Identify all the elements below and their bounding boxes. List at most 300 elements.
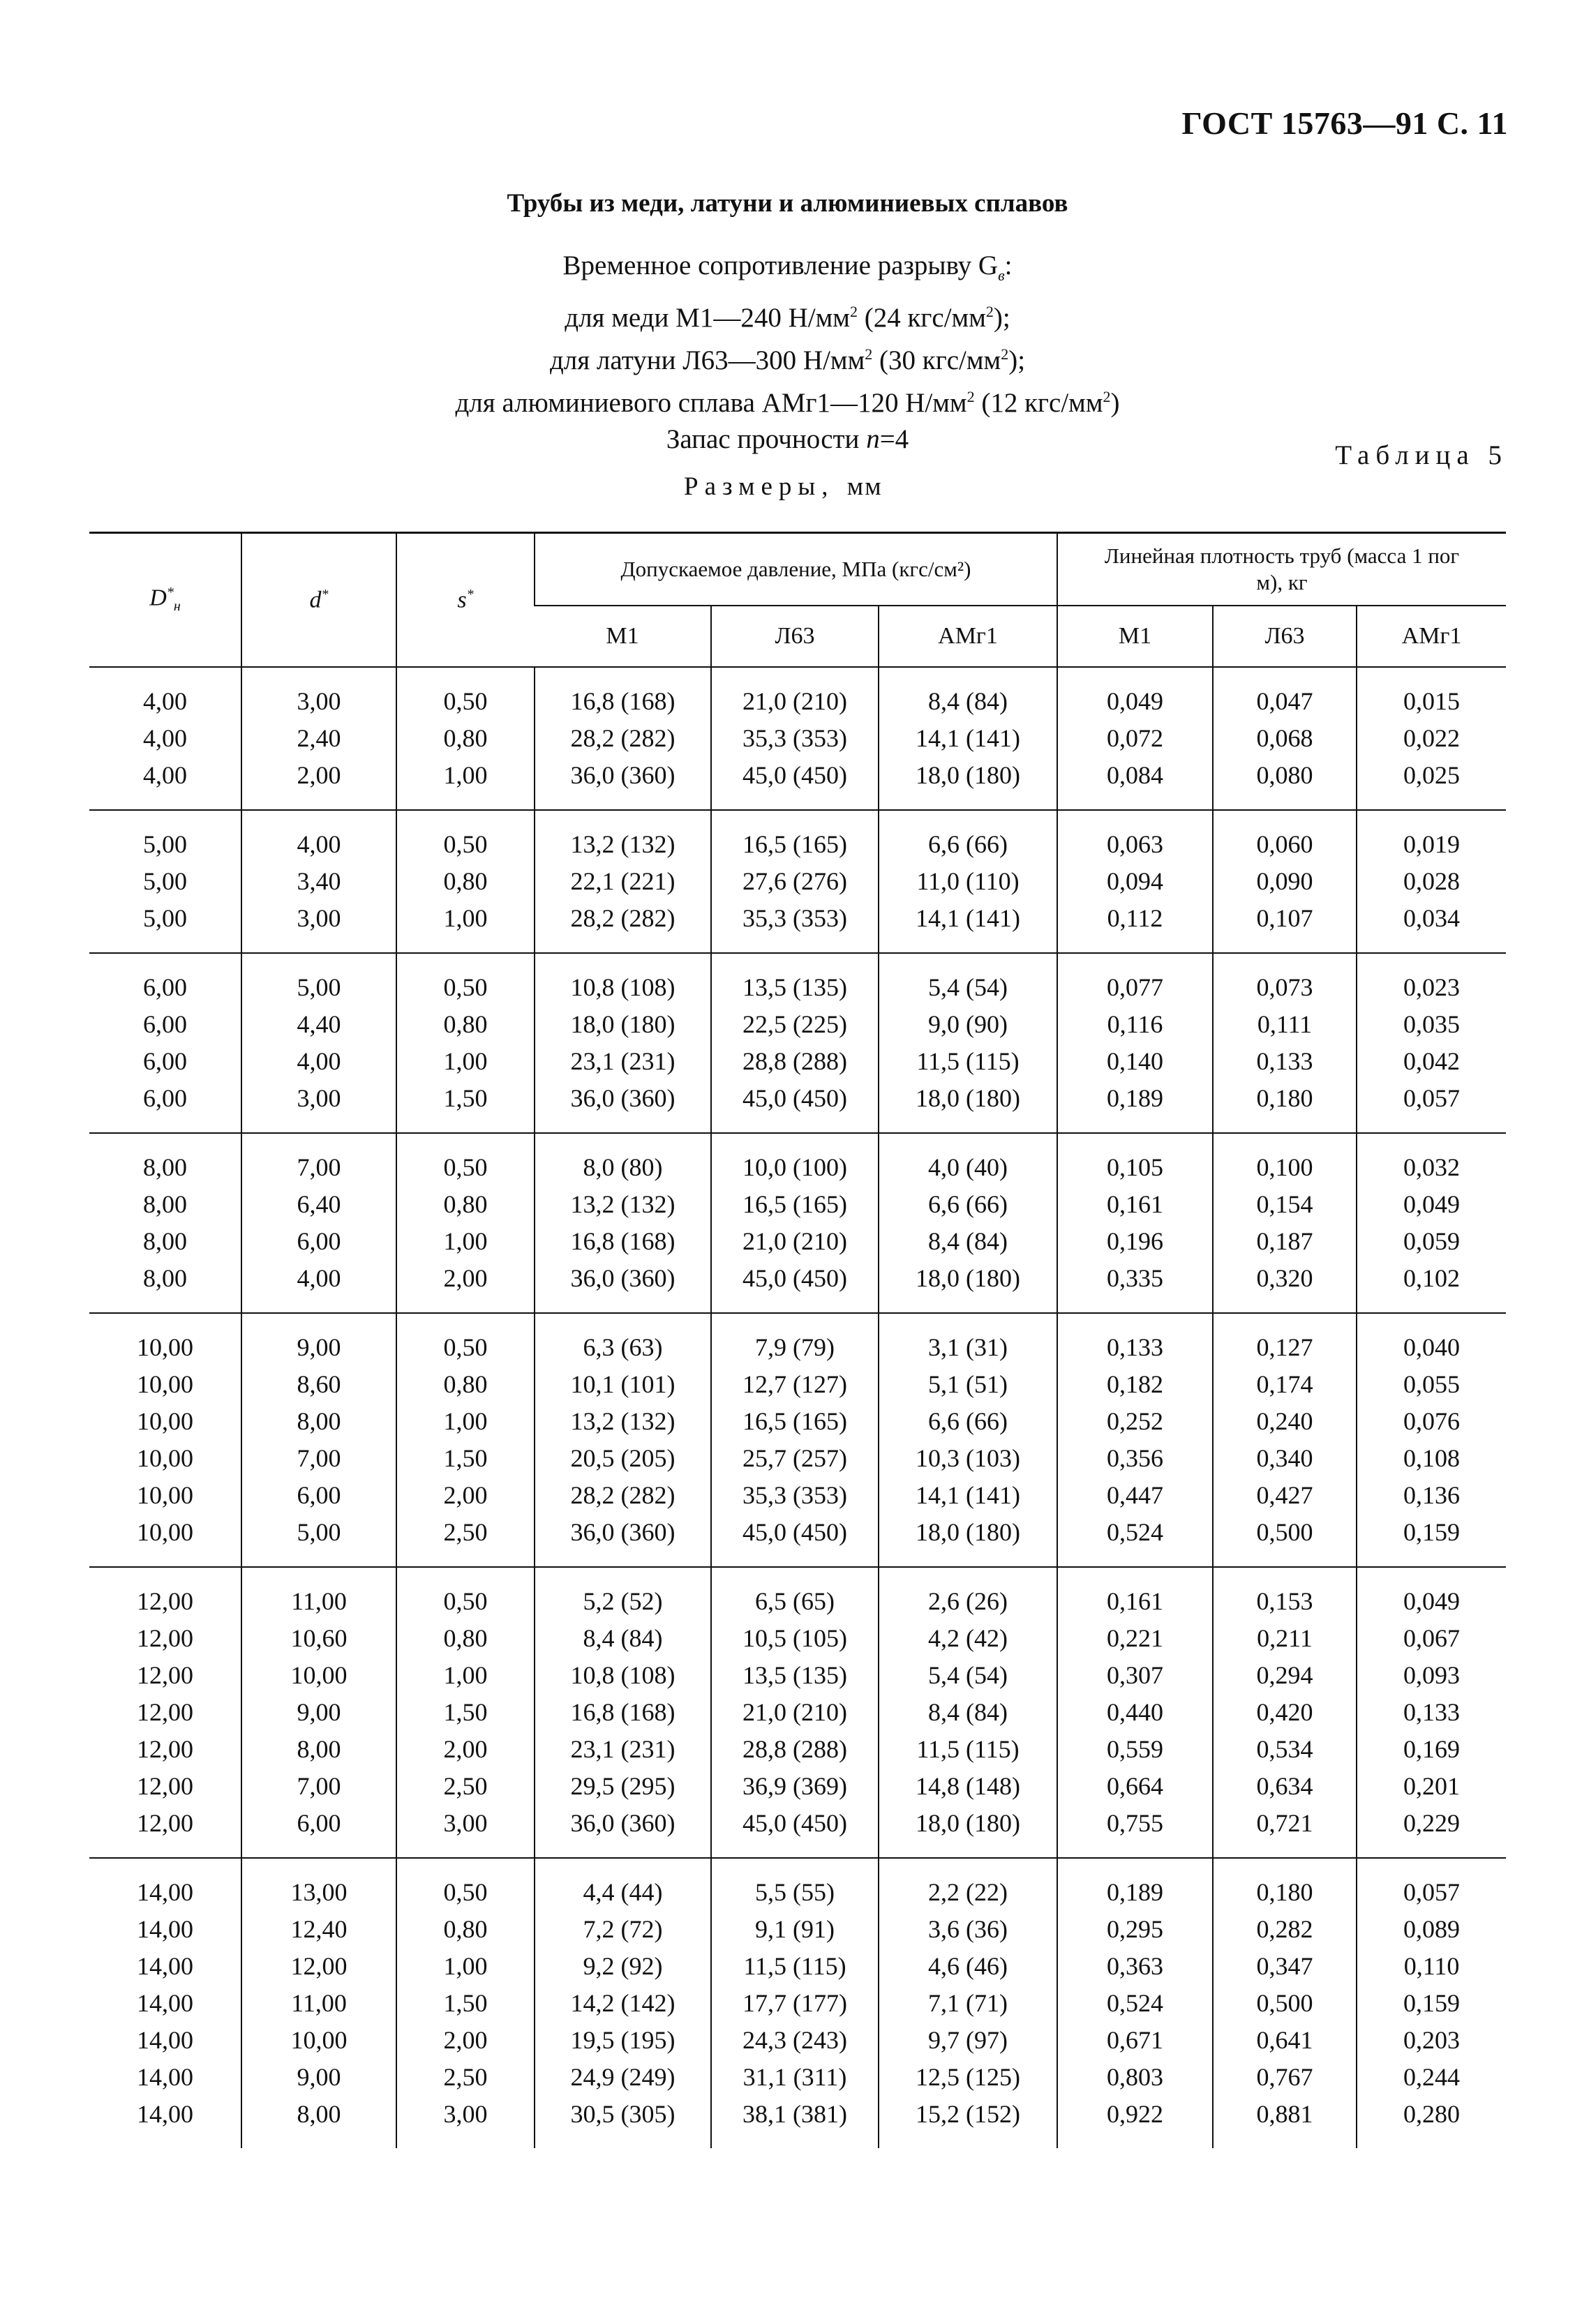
spacer-cell xyxy=(879,1551,1057,1567)
spacer-cell xyxy=(535,1842,711,1858)
spacer-cell xyxy=(1057,794,1213,810)
cell-pressure-m1: 10,8 (108) xyxy=(535,1657,711,1694)
cell-pressure-m1: 14,2 (142) xyxy=(535,1985,711,2022)
cell-density-l63: 0,634 xyxy=(1213,1768,1357,1805)
spacer-cell xyxy=(396,667,535,683)
cell-pressure-amg1: 6,6 (66) xyxy=(879,1186,1057,1223)
cell-wall-thickness: 0,50 xyxy=(396,683,535,720)
table-row xyxy=(89,1874,1506,1911)
cell-wall-thickness: 2,50 xyxy=(396,2059,535,2096)
cell-inner-diameter: 2,00 xyxy=(241,757,396,794)
cell-pressure-l63: 17,7 (177) xyxy=(711,1985,879,2022)
cell-pressure-l63: 21,0 (210) xyxy=(711,1694,879,1731)
spacer-cell xyxy=(89,1133,241,1149)
cell-density-l63: 0,767 xyxy=(1213,2059,1357,2096)
cell-pressure-amg1: 14,1 (141) xyxy=(879,900,1057,937)
cell-pressure-m1: 24,9 (249) xyxy=(535,2059,711,2096)
intro-brass-c: ); xyxy=(1008,345,1026,375)
spacer-cell xyxy=(241,1297,396,1313)
cell-density-m1: 0,664 xyxy=(1057,1768,1213,1805)
cell-density-amg1: 0,015 xyxy=(1357,683,1506,720)
cell-density-amg1: 0,028 xyxy=(1357,863,1506,900)
intro-aluminum-b: (12 кгс/мм xyxy=(974,387,1103,418)
table-row xyxy=(89,1657,1506,1694)
cell-pressure-amg1: 18,0 (180) xyxy=(879,1260,1057,1297)
spacer-cell xyxy=(89,1842,241,1858)
intro-copper-sup-1: 2 xyxy=(849,302,858,320)
cell-pressure-amg1: 6,6 (66) xyxy=(879,1403,1057,1440)
cell-pressure-m1: 28,2 (282) xyxy=(535,720,711,757)
cell-inner-diameter: 12,00 xyxy=(241,1948,396,1985)
header-inner-diameter xyxy=(241,533,396,668)
cell-density-m1: 0,189 xyxy=(1057,1080,1213,1117)
table-row xyxy=(89,1223,1506,1260)
cell-pressure-l63: 45,0 (450) xyxy=(711,1805,879,1842)
cell-pressure-m1: 28,2 (282) xyxy=(535,1477,711,1514)
cell-outer-diameter: 10,00 xyxy=(137,1481,193,1509)
cell-pressure-amg1: 11,5 (115) xyxy=(879,1731,1057,1768)
group-spacer-bottom xyxy=(89,794,1506,810)
spacer-cell xyxy=(396,1313,535,1329)
spacer-cell xyxy=(396,1133,535,1149)
cell-outer-diameter: 4,00 xyxy=(143,761,187,789)
cell-density-m1: 0,116 xyxy=(1057,1006,1213,1043)
cell-pressure-m1: 23,1 (231) xyxy=(535,1043,711,1080)
spacer-cell xyxy=(1357,794,1506,810)
cell-density-amg1: 0,159 xyxy=(1357,1514,1506,1551)
cell-density-m1: 0,084 xyxy=(1057,757,1213,794)
cell-inner-diameter: 13,00 xyxy=(241,1874,396,1911)
spacer-cell xyxy=(535,953,711,969)
header-row-top xyxy=(89,533,1506,606)
spacer-cell xyxy=(89,1117,241,1133)
cell-pressure-m1: 18,0 (180) xyxy=(535,1006,711,1043)
group-spacer-bottom xyxy=(89,1551,1506,1567)
group-spacer-bottom xyxy=(89,1297,1506,1313)
cell-pressure-m1: 9,2 (92) xyxy=(535,1948,711,1985)
spacer-cell xyxy=(1357,1567,1506,1583)
cell-pressure-l63: 35,3 (353) xyxy=(711,1477,879,1514)
cell-density-m1: 0,440 xyxy=(1057,1694,1213,1731)
header-s-symbol: s xyxy=(457,587,467,613)
table-row xyxy=(89,1620,1506,1657)
table-row xyxy=(89,1911,1506,1948)
cell-pressure-amg1: 2,6 (26) xyxy=(879,1583,1057,1620)
cell-inner-diameter: 9,00 xyxy=(241,2059,396,2096)
cell-wall-thickness: 1,00 xyxy=(396,1223,535,1260)
cell-density-m1: 0,524 xyxy=(1057,1985,1213,2022)
cell-density-l63: 0,881 xyxy=(1213,2096,1357,2133)
spacer-cell xyxy=(1057,1842,1213,1858)
cell-wall-thickness: 1,50 xyxy=(396,1694,535,1731)
cell-wall-thickness: 1,50 xyxy=(396,1440,535,1477)
cell-pressure-m1: 20,5 (205) xyxy=(535,1440,711,1477)
cell-wall-thickness: 2,50 xyxy=(396,1768,535,1805)
spacer-cell xyxy=(396,953,535,969)
spacer-cell xyxy=(879,794,1057,810)
cell-pressure-amg1: 4,6 (46) xyxy=(879,1948,1057,1985)
cell-inner-diameter: 8,60 xyxy=(241,1366,396,1403)
table-row xyxy=(89,863,1506,900)
spacer-cell xyxy=(879,1567,1057,1583)
spacer-cell xyxy=(89,810,241,826)
spacer-cell xyxy=(535,794,711,810)
cell-density-l63: 0,174 xyxy=(1213,1366,1357,1403)
cell-density-m1: 0,221 xyxy=(1057,1620,1213,1657)
cell-pressure-amg1: 3,1 (31) xyxy=(879,1329,1057,1366)
cell-density-l63: 0,154 xyxy=(1213,1186,1357,1223)
cell-wall-thickness: 1,50 xyxy=(396,1985,535,2022)
table-body xyxy=(89,667,1506,2148)
spacer-cell xyxy=(711,810,879,826)
cell-density-l63: 0,500 xyxy=(1213,1985,1357,2022)
spacer-cell xyxy=(711,2133,879,2148)
cell-outer-diameter: 8,00 xyxy=(143,1153,187,1181)
table-row xyxy=(89,1043,1506,1080)
cell-pressure-amg1: 8,4 (84) xyxy=(879,1223,1057,1260)
header-dn-symbol: D xyxy=(149,585,167,611)
cell-inner-diameter: 6,00 xyxy=(241,1223,396,1260)
header-linear-density: Линейная плотность труб (масса 1 пог м), кг xyxy=(1057,533,1506,606)
cell-density-m1: 0,671 xyxy=(1057,2022,1213,2059)
cell-inner-diameter: 2,40 xyxy=(241,720,396,757)
sizes-label xyxy=(684,472,883,502)
cell-outer-diameter: 6,00 xyxy=(143,1084,187,1112)
spacer-cell xyxy=(1213,1567,1357,1583)
spacer-cell xyxy=(879,1133,1057,1149)
cell-outer-diameter: 8,00 xyxy=(143,1227,187,1255)
header-outer-diameter xyxy=(89,533,241,668)
cell-density-amg1: 0,022 xyxy=(1357,720,1506,757)
table-row xyxy=(89,826,1506,863)
cell-outer-diameter: 12,00 xyxy=(137,1698,193,1726)
cell-pressure-l63: 22,5 (225) xyxy=(711,1006,879,1043)
cell-pressure-l63: 7,9 (79) xyxy=(711,1329,879,1366)
spacer-cell xyxy=(396,1117,535,1133)
spacer-cell xyxy=(1357,1297,1506,1313)
cell-pressure-l63: 45,0 (450) xyxy=(711,1260,879,1297)
cell-pressure-m1: 16,8 (168) xyxy=(535,1223,711,1260)
cell-wall-thickness: 0,80 xyxy=(396,720,535,757)
cell-outer-diameter: 4,00 xyxy=(143,724,187,752)
cell-pressure-l63: 28,8 (288) xyxy=(711,1043,879,1080)
cell-pressure-l63: 13,5 (135) xyxy=(711,1657,879,1694)
cell-wall-thickness: 3,00 xyxy=(396,1805,535,1842)
cell-pressure-m1: 13,2 (132) xyxy=(535,1186,711,1223)
cell-pressure-m1: 16,8 (168) xyxy=(535,683,711,720)
cell-wall-thickness: 1,00 xyxy=(396,757,535,794)
cell-wall-thickness: 0,80 xyxy=(396,1911,535,1948)
spacer-cell xyxy=(535,1117,711,1133)
cell-density-l63: 0,721 xyxy=(1213,1805,1357,1842)
cell-density-m1: 0,196 xyxy=(1057,1223,1213,1260)
cell-density-amg1: 0,059 xyxy=(1357,1223,1506,1260)
spacer-cell xyxy=(396,1858,535,1874)
cell-wall-thickness: 0,80 xyxy=(396,1006,535,1043)
cell-pressure-m1: 8,0 (80) xyxy=(535,1149,711,1186)
cell-density-l63: 0,347 xyxy=(1213,1948,1357,1985)
cell-density-l63: 0,180 xyxy=(1213,1080,1357,1117)
spacer-cell xyxy=(879,1858,1057,1874)
group-spacer-bottom xyxy=(89,1117,1506,1133)
spacer-cell xyxy=(535,1858,711,1874)
table-row xyxy=(89,1186,1506,1223)
table-row xyxy=(89,1006,1506,1043)
spacer-cell xyxy=(711,1858,879,1874)
cell-pressure-m1: 22,1 (221) xyxy=(535,863,711,900)
cell-wall-thickness: 0,80 xyxy=(396,1186,535,1223)
header-dn-star: * xyxy=(166,585,174,601)
spacer-cell xyxy=(89,794,241,810)
intro-strength-colon: : xyxy=(1004,250,1013,280)
spacer-cell xyxy=(1057,810,1213,826)
spacer-cell xyxy=(535,2133,711,2148)
cell-wall-thickness: 0,50 xyxy=(396,969,535,1006)
spacer-cell xyxy=(241,953,396,969)
cell-pressure-amg1: 9,0 (90) xyxy=(879,1006,1057,1043)
cell-density-l63: 0,100 xyxy=(1213,1149,1357,1186)
cell-pressure-l63: 16,5 (165) xyxy=(711,1186,879,1223)
cell-density-l63: 0,187 xyxy=(1213,1223,1357,1260)
table-row xyxy=(89,1805,1506,1842)
spacer-cell xyxy=(711,1133,879,1149)
cell-pressure-amg1: 6,6 (66) xyxy=(879,826,1057,863)
intro-brass-sup-2: 2 xyxy=(1001,345,1009,363)
spacer-cell xyxy=(535,1567,711,1583)
cell-density-l63: 0,068 xyxy=(1213,720,1357,757)
cell-inner-diameter: 10,00 xyxy=(241,2022,396,2059)
header-dn-subscript: н xyxy=(173,599,181,615)
spacer-cell xyxy=(1057,1313,1213,1329)
cell-inner-diameter: 6,40 xyxy=(241,1186,396,1223)
spacer-cell xyxy=(1213,794,1357,810)
cell-density-m1: 0,803 xyxy=(1057,2059,1213,2096)
cell-density-m1: 0,182 xyxy=(1057,1366,1213,1403)
table-row xyxy=(89,1514,1506,1551)
spacer-cell xyxy=(1357,1133,1506,1149)
cell-outer-diameter: 12,00 xyxy=(137,1587,193,1615)
cell-pressure-l63: 21,0 (210) xyxy=(711,1223,879,1260)
cell-pressure-amg1: 8,4 (84) xyxy=(879,683,1057,720)
cell-density-amg1: 0,280 xyxy=(1357,2096,1506,2133)
spacer-cell xyxy=(1057,1133,1213,1149)
cell-pressure-amg1: 9,7 (97) xyxy=(879,2022,1057,2059)
cell-pressure-amg1: 14,1 (141) xyxy=(879,720,1057,757)
spacer-cell xyxy=(241,810,396,826)
group-spacer-top xyxy=(89,1858,1506,1874)
spacer-cell xyxy=(241,1858,396,1874)
cell-pressure-amg1: 10,3 (103) xyxy=(879,1440,1057,1477)
table-row xyxy=(89,1731,1506,1768)
cell-wall-thickness: 0,50 xyxy=(396,826,535,863)
group-spacer-top xyxy=(89,1133,1506,1149)
cell-pressure-l63: 35,3 (353) xyxy=(711,720,879,757)
spacer-cell xyxy=(1213,1858,1357,1874)
cell-wall-thickness: 1,00 xyxy=(396,1043,535,1080)
spacer-cell xyxy=(1213,1551,1357,1567)
cell-wall-thickness: 1,00 xyxy=(396,1948,535,1985)
cell-pressure-amg1: 15,2 (152) xyxy=(879,2096,1057,2133)
cell-wall-thickness: 0,80 xyxy=(396,863,535,900)
cell-outer-diameter: 10,00 xyxy=(137,1370,193,1398)
cell-density-amg1: 0,201 xyxy=(1357,1768,1506,1805)
cell-pressure-l63: 12,7 (127) xyxy=(711,1366,879,1403)
spacer-cell xyxy=(241,937,396,953)
intro-line-copper xyxy=(0,294,1575,336)
cell-density-m1: 0,524 xyxy=(1057,1514,1213,1551)
cell-inner-diameter: 5,00 xyxy=(241,1514,396,1551)
cell-density-m1: 0,140 xyxy=(1057,1043,1213,1080)
cell-pressure-amg1: 3,6 (36) xyxy=(879,1911,1057,1948)
cell-outer-diameter: 4,00 xyxy=(143,687,187,715)
spacer-cell xyxy=(879,1842,1057,1858)
cell-density-amg1: 0,042 xyxy=(1357,1043,1506,1080)
spacer-cell xyxy=(1213,1117,1357,1133)
spacer-cell xyxy=(89,1858,241,1874)
spacer-cell xyxy=(241,1133,396,1149)
group-spacer-top xyxy=(89,667,1506,683)
spacer-cell xyxy=(1057,953,1213,969)
intro-copper-b: (24 кгс/мм xyxy=(857,302,986,333)
spacer-cell xyxy=(1213,1133,1357,1149)
table-row xyxy=(89,1329,1506,1366)
cell-pressure-m1: 36,0 (360) xyxy=(535,757,711,794)
intro-brass-sup-1: 2 xyxy=(865,345,873,363)
spacer-cell xyxy=(1057,1551,1213,1567)
spacer-cell xyxy=(711,794,879,810)
spacer-cell xyxy=(1057,2133,1213,2148)
cell-outer-diameter: 14,00 xyxy=(137,1952,193,1980)
spacer-cell xyxy=(535,1133,711,1149)
spacer-cell xyxy=(711,1567,879,1583)
cell-density-m1: 0,189 xyxy=(1057,1874,1213,1911)
cell-density-amg1: 0,019 xyxy=(1357,826,1506,863)
cell-density-amg1: 0,089 xyxy=(1357,1911,1506,1948)
cell-pressure-l63: 16,5 (165) xyxy=(711,1403,879,1440)
cell-outer-diameter: 10,00 xyxy=(137,1407,193,1435)
cell-pressure-l63: 10,0 (100) xyxy=(711,1149,879,1186)
cell-density-l63: 0,282 xyxy=(1213,1911,1357,1948)
table-row xyxy=(89,1948,1506,1985)
sizes-label-text: Размеры, xyxy=(684,472,835,501)
intro-line-strength xyxy=(0,248,1575,294)
cell-density-amg1: 0,034 xyxy=(1357,900,1506,937)
cell-density-l63: 0,427 xyxy=(1213,1477,1357,1514)
cell-density-m1: 0,559 xyxy=(1057,1731,1213,1768)
spacer-cell xyxy=(879,1297,1057,1313)
spacer-cell xyxy=(396,810,535,826)
table-number-label: Таблица 5 xyxy=(1335,440,1508,470)
spacer-cell xyxy=(1213,1313,1357,1329)
cell-outer-diameter: 6,00 xyxy=(143,1010,187,1038)
cell-inner-diameter: 8,00 xyxy=(241,1403,396,1440)
cell-outer-diameter: 14,00 xyxy=(137,2100,193,2128)
table-row xyxy=(89,1440,1506,1477)
table-row xyxy=(89,1477,1506,1514)
spacer-cell xyxy=(241,1551,396,1567)
cell-inner-diameter: 9,00 xyxy=(241,1694,396,1731)
group-spacer-bottom xyxy=(89,1842,1506,1858)
cell-pressure-m1: 13,2 (132) xyxy=(535,1403,711,1440)
cell-pressure-m1: 8,4 (84) xyxy=(535,1620,711,1657)
table-row xyxy=(89,757,1506,794)
cell-density-m1: 0,112 xyxy=(1057,900,1213,937)
cell-density-amg1: 0,049 xyxy=(1357,1583,1506,1620)
cell-pressure-m1: 4,4 (44) xyxy=(535,1874,711,1911)
cell-inner-diameter: 3,40 xyxy=(241,863,396,900)
cell-pressure-l63: 28,8 (288) xyxy=(711,1731,879,1768)
table-row xyxy=(89,683,1506,720)
cell-density-amg1: 0,133 xyxy=(1357,1694,1506,1731)
cell-density-l63: 0,641 xyxy=(1213,2022,1357,2059)
intro-line-brass xyxy=(0,336,1575,379)
cell-pressure-amg1: 7,1 (71) xyxy=(879,1985,1057,2022)
table-row xyxy=(89,2059,1506,2096)
cell-density-m1: 0,755 xyxy=(1057,1805,1213,1842)
intro-safety-var: n xyxy=(866,423,880,454)
cell-wall-thickness: 2,00 xyxy=(396,1731,535,1768)
cell-density-m1: 0,252 xyxy=(1057,1403,1213,1440)
cell-pressure-amg1: 5,4 (54) xyxy=(879,1657,1057,1694)
cell-inner-diameter: 11,00 xyxy=(241,1583,396,1620)
cell-outer-diameter: 14,00 xyxy=(137,1878,193,1906)
cell-density-l63: 0,500 xyxy=(1213,1514,1357,1551)
cell-outer-diameter: 12,00 xyxy=(137,1735,193,1763)
cell-density-m1: 0,295 xyxy=(1057,1911,1213,1948)
cell-density-amg1: 0,102 xyxy=(1357,1260,1506,1297)
cell-density-amg1: 0,055 xyxy=(1357,1366,1506,1403)
cell-wall-thickness: 1,00 xyxy=(396,1657,535,1694)
cell-pressure-m1: 36,0 (360) xyxy=(535,1514,711,1551)
cell-pressure-m1: 7,2 (72) xyxy=(535,1911,711,1948)
intro-aluminum-sup-2: 2 xyxy=(1103,387,1111,405)
cell-pressure-amg1: 12,5 (125) xyxy=(879,2059,1057,2096)
cell-density-l63: 0,240 xyxy=(1213,1403,1357,1440)
cell-pressure-amg1: 18,0 (180) xyxy=(879,1805,1057,1842)
intro-safety-b: =4 xyxy=(879,423,909,454)
cell-pressure-amg1: 2,2 (22) xyxy=(879,1874,1057,1911)
cell-pressure-amg1: 8,4 (84) xyxy=(879,1694,1057,1731)
cell-density-m1: 0,072 xyxy=(1057,720,1213,757)
cell-density-amg1: 0,136 xyxy=(1357,1477,1506,1514)
header-d-star: * xyxy=(321,586,329,602)
cell-pressure-l63: 45,0 (450) xyxy=(711,757,879,794)
spacer-cell xyxy=(711,1842,879,1858)
header-pressure-amg1: АМг1 xyxy=(879,606,1057,667)
cell-outer-diameter: 5,00 xyxy=(143,904,187,932)
group-spacer-top xyxy=(89,1313,1506,1329)
cell-pressure-amg1: 18,0 (180) xyxy=(879,1514,1057,1551)
spacer-cell xyxy=(1057,1297,1213,1313)
spacer-cell xyxy=(396,2133,535,2148)
spacer-cell xyxy=(1357,1313,1506,1329)
spacer-cell xyxy=(241,667,396,683)
cell-outer-diameter: 6,00 xyxy=(143,1047,187,1075)
spacer-cell xyxy=(535,1313,711,1329)
group-spacer-top xyxy=(89,953,1506,969)
cell-density-amg1: 0,023 xyxy=(1357,969,1506,1006)
table-row xyxy=(89,2022,1506,2059)
cell-density-amg1: 0,057 xyxy=(1357,1080,1506,1117)
spacer-cell xyxy=(1213,1842,1357,1858)
cell-outer-diameter: 8,00 xyxy=(143,1190,187,1218)
cell-outer-diameter: 5,00 xyxy=(143,867,187,895)
cell-inner-diameter: 10,00 xyxy=(241,1657,396,1694)
cell-pressure-m1: 23,1 (231) xyxy=(535,1731,711,1768)
table-row xyxy=(89,1149,1506,1186)
spacer-cell xyxy=(535,810,711,826)
cell-pressure-m1: 13,2 (132) xyxy=(535,826,711,863)
